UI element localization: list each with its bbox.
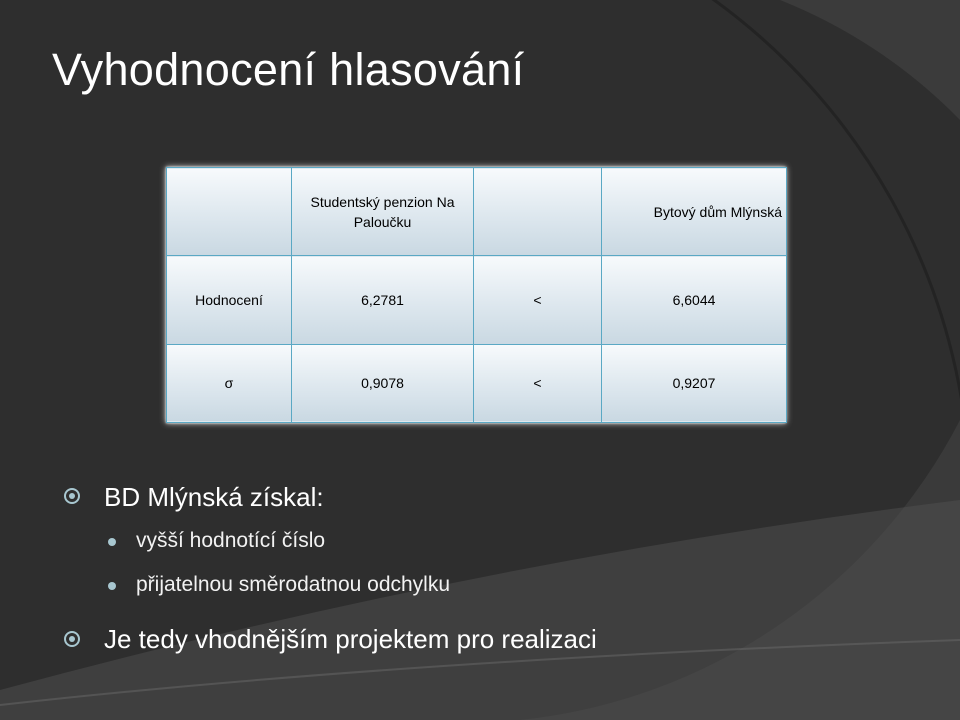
circle-bullet-icon [64, 631, 80, 647]
comparison-table [166, 167, 786, 423]
table-row [167, 344, 787, 422]
row-label-sigma: σ [167, 344, 292, 422]
bullet-main-1: BD Mlýnská získal: [104, 482, 324, 512]
cell-value: 6,2781 [292, 256, 474, 344]
slide-title: Vyhodnocení hlasování [52, 44, 525, 95]
dot-bullet-icon [108, 582, 116, 590]
cell-comparison: < [474, 256, 602, 344]
cell-value: 6,6044 [602, 256, 787, 344]
header-cell-penzion: Studentský penzion Na Paloučku [292, 168, 474, 256]
bullet-main-2: Je tedy vhodnějším projektem pro realizaci [104, 624, 597, 654]
cell-value: 0,9078 [292, 344, 474, 422]
cell-comparison: < [474, 344, 602, 422]
circle-bullet-icon [64, 488, 80, 504]
header-cell-empty [167, 168, 292, 256]
bullet-sub-2: přijatelnou směrodatnou odchylku [136, 573, 451, 596]
header-cell-mlynska: Bytový dům Mlýnská [602, 168, 787, 256]
bullet-sub-1: vyšší hodnotící číslo [136, 529, 326, 552]
table-row [167, 256, 787, 344]
table-header-row [167, 168, 787, 256]
header-cell-empty-2 [474, 168, 602, 256]
row-label-hodnoceni: Hodnocení [167, 256, 292, 344]
dot-bullet-icon [108, 538, 116, 546]
cell-value: 0,9207 [602, 344, 787, 422]
